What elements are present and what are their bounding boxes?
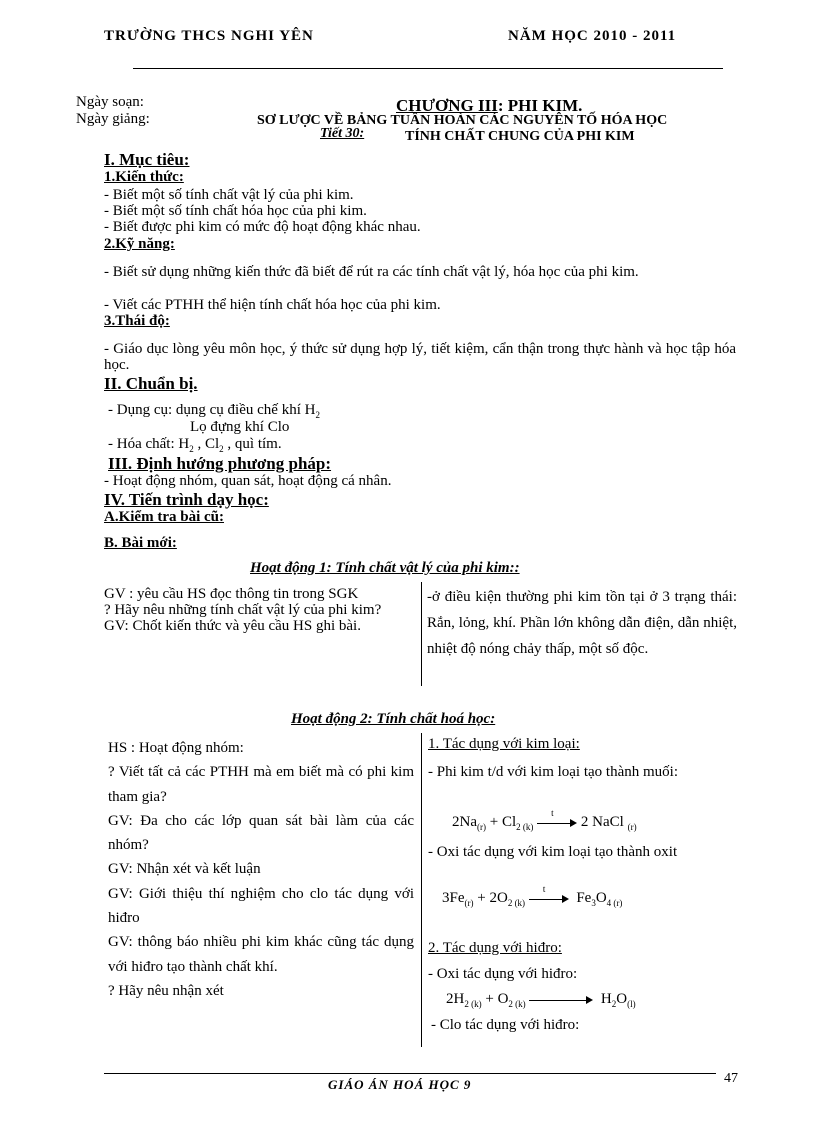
lesson-number: Tiết 30:	[320, 126, 365, 141]
eq3-c-sub: 2	[611, 999, 617, 1009]
eq2-c-sub: 3	[591, 898, 596, 908]
equation-1	[452, 807, 637, 832]
activity1-left	[104, 586, 414, 634]
dungcu-line	[108, 402, 320, 420]
eq3-c-sub: (l)	[627, 999, 636, 1009]
eq3-plus: +	[481, 991, 498, 1007]
dungcu-sub: 2	[315, 410, 320, 420]
kynang-item: - Biết sử dụng những kiến thức đã biết để rút ra các tính chất vật lý, hóa học của phi kim.	[104, 264, 639, 280]
section3-text: - Hoạt động nhóm, quan sát, hoạt động cá nhân.	[104, 473, 392, 489]
eq1-heat: t	[551, 807, 554, 818]
lo-clo: Lọ đựng khí Clo	[190, 419, 290, 435]
kiemtra-heading: A.Kiểm tra bài cũ:	[104, 509, 224, 525]
eq2-c-sub: 4 (r)	[606, 898, 623, 908]
hoachat-text: , quì tím.	[223, 436, 282, 452]
eq2-a-sub: (r)	[464, 898, 474, 908]
chapter-prefix: CHƯƠNG III	[396, 96, 498, 115]
ngay-giang-label: Ngày giảng:	[76, 111, 150, 127]
activity1-left-line: ? Hãy nêu những tính chất vật lý của phi kim?	[104, 602, 382, 618]
eq3-b: O	[497, 991, 509, 1007]
oxi-text: - Oxi tác dụng với kim loại tạo thành oxit	[428, 844, 678, 860]
activity2-left-line: GV: thông báo nhiều phi kim khác cũng tác dụng với hiđro tạo thành chất khí.	[108, 934, 414, 975]
s1-text: - Phi kim t/d với kim loại tạo thành muối:	[428, 764, 679, 780]
activity2-left	[108, 736, 414, 1003]
eq2-b-sub: 2 (k)	[507, 898, 526, 908]
kynang-item: - Viết các PTHH thể hiện tính chất hóa học của phi kim.	[104, 297, 441, 313]
hoachat-text: , Cl	[193, 436, 220, 452]
eq1-a: 2Na	[452, 814, 477, 830]
eq2-heat: t	[542, 883, 546, 894]
activity1-left-line: GV: Chốt kiến thức và yêu cầu HS ghi bài.	[104, 618, 361, 634]
ngay-soan-label: Ngày soạn:	[76, 94, 144, 110]
eq1-b-sub: 2 (k)	[516, 822, 534, 832]
clo-h-text: - Clo tác dụng với hiđro:	[431, 1017, 580, 1033]
activity1-title: Hoạt động 1: Tính chất vật lý của phi kim::	[250, 560, 520, 576]
hoachat-line	[108, 436, 282, 454]
eq2-b: 2O	[489, 890, 508, 906]
activity2-left-line: GV: Đa cho các lớp quan sát bài làm của các nhóm?	[108, 812, 414, 854]
eq1-a-sub: (r)	[477, 822, 486, 832]
s1-heading: 1. Tác dụng với kim loại:	[428, 736, 580, 752]
activity2-left-line: ? Viết tất cả các PTHH mà em biết mà có phi kim tham gia?	[108, 764, 414, 805]
section4-heading: IV. Tiến trình dạy học:	[104, 490, 269, 509]
activity2-title: Hoạt động 2: Tính chất hoá học:	[291, 711, 496, 727]
footer-title: GIÁO ÁN HOÁ HỌC 9	[328, 1077, 472, 1092]
eq3-a-sub: 2 (k)	[464, 999, 482, 1009]
section2-heading: II. Chuẩn bị.	[104, 374, 198, 393]
reaction-arrow-icon	[529, 995, 593, 1005]
eq3-c-mid: O	[616, 991, 628, 1007]
header-school: TRƯỜNG THCS NGHI YÊN	[104, 28, 314, 44]
eq3-c: H	[600, 991, 612, 1007]
activity2-left-line: HS : Hoạt động nhóm:	[108, 740, 244, 756]
eq1-plus: +	[486, 814, 502, 830]
activity1-left-line: GV : yêu cầu HS đọc thông tin trong SGK	[104, 586, 359, 602]
eq1-c-sub: (r)	[627, 822, 637, 832]
section1-heading: I. Mục tiêu:	[104, 150, 190, 169]
activity1-divider	[421, 582, 422, 686]
chapter-suffix: : PHI KIM.	[497, 96, 583, 115]
footer-rule	[104, 1073, 716, 1074]
kienthuc-item: - Biết một số tính chất hóa học của phi kim.	[104, 203, 367, 219]
eq3-b-sub: 2 (k)	[508, 999, 526, 1009]
activity2-left-line: ? Hãy nêu nhận xét	[108, 982, 224, 999]
hoachat-text: - Hóa chất: H	[108, 436, 190, 452]
reaction-arrow-icon	[529, 883, 569, 904]
header-rule	[133, 68, 723, 69]
header-year: NĂM HỌC 2010 - 2011	[508, 28, 677, 44]
kienthuc-heading: 1.Kiến thức:	[104, 169, 184, 185]
chapter-subtitle: SƠ LƯỢC VỀ BẢNG TUẦN HOÀN CÁC NGUYÊN TỐ HÓA HỌC	[257, 113, 668, 128]
eq2-c-mid: O	[595, 890, 607, 906]
oxi-h-text: - Oxi tác dụng với hiđro:	[428, 966, 578, 982]
lesson-title: TÍNH CHẤT CHUNG CỦA PHI KIM	[405, 129, 635, 144]
page-number: 47	[724, 1071, 738, 1086]
baimoi-heading: B. Bài mới:	[104, 535, 177, 551]
eq1-c: 2 NaCl	[580, 814, 624, 830]
eq1-b: Cl	[501, 814, 517, 830]
eq2-plus: +	[473, 890, 490, 906]
s2-heading: 2. Tác dụng với hiđro:	[428, 940, 562, 956]
kienthuc-item: - Biết một số tính chất vật lý của phi kim.	[104, 187, 354, 203]
equation-2	[442, 883, 623, 908]
activity2-left-line: GV: Nhận xét và kết luận	[108, 861, 261, 878]
kienthuc-item: - Biết được phi kim có mức độ hoạt động khác nhau.	[104, 219, 421, 235]
eq2-c: Fe	[576, 890, 592, 906]
section3-heading: III. Định hướng phương pháp:	[108, 454, 332, 473]
hoachat-sub: 2	[189, 444, 194, 454]
dungcu-text: - Dụng cụ: dụng cụ điều chế khí H	[108, 402, 316, 418]
hoachat-sub: 2	[219, 444, 224, 454]
thaido-heading: 3.Thái độ:	[104, 313, 170, 329]
eq3-a: 2H	[446, 991, 465, 1007]
activity1-right: -ở điều kiện thường phi kim tồn tại ở 3 trạng thái: Rắn, lỏng, khí. Phần lớn không dẫn điện, dẫn nhiệt, nhiệt độ nóng chảy thấp, một số độc.	[427, 589, 737, 657]
activity2-left-line: GV: Giới thiệu thí nghiệm cho clo tác dụng với hiđro	[108, 885, 414, 927]
reaction-arrow-icon	[537, 807, 577, 828]
kynang-heading: 2.Kỹ năng:	[104, 236, 175, 252]
equation-3	[446, 991, 636, 1009]
thaido-item: - Giáo dục lòng yêu môn học, ý thức sử dụng hợp lý, tiết kiệm, cẩn thận trong thực hành và học tập hóa học.	[104, 341, 736, 373]
eq2-a: 3Fe	[442, 890, 465, 906]
activity2-divider	[421, 733, 422, 1047]
